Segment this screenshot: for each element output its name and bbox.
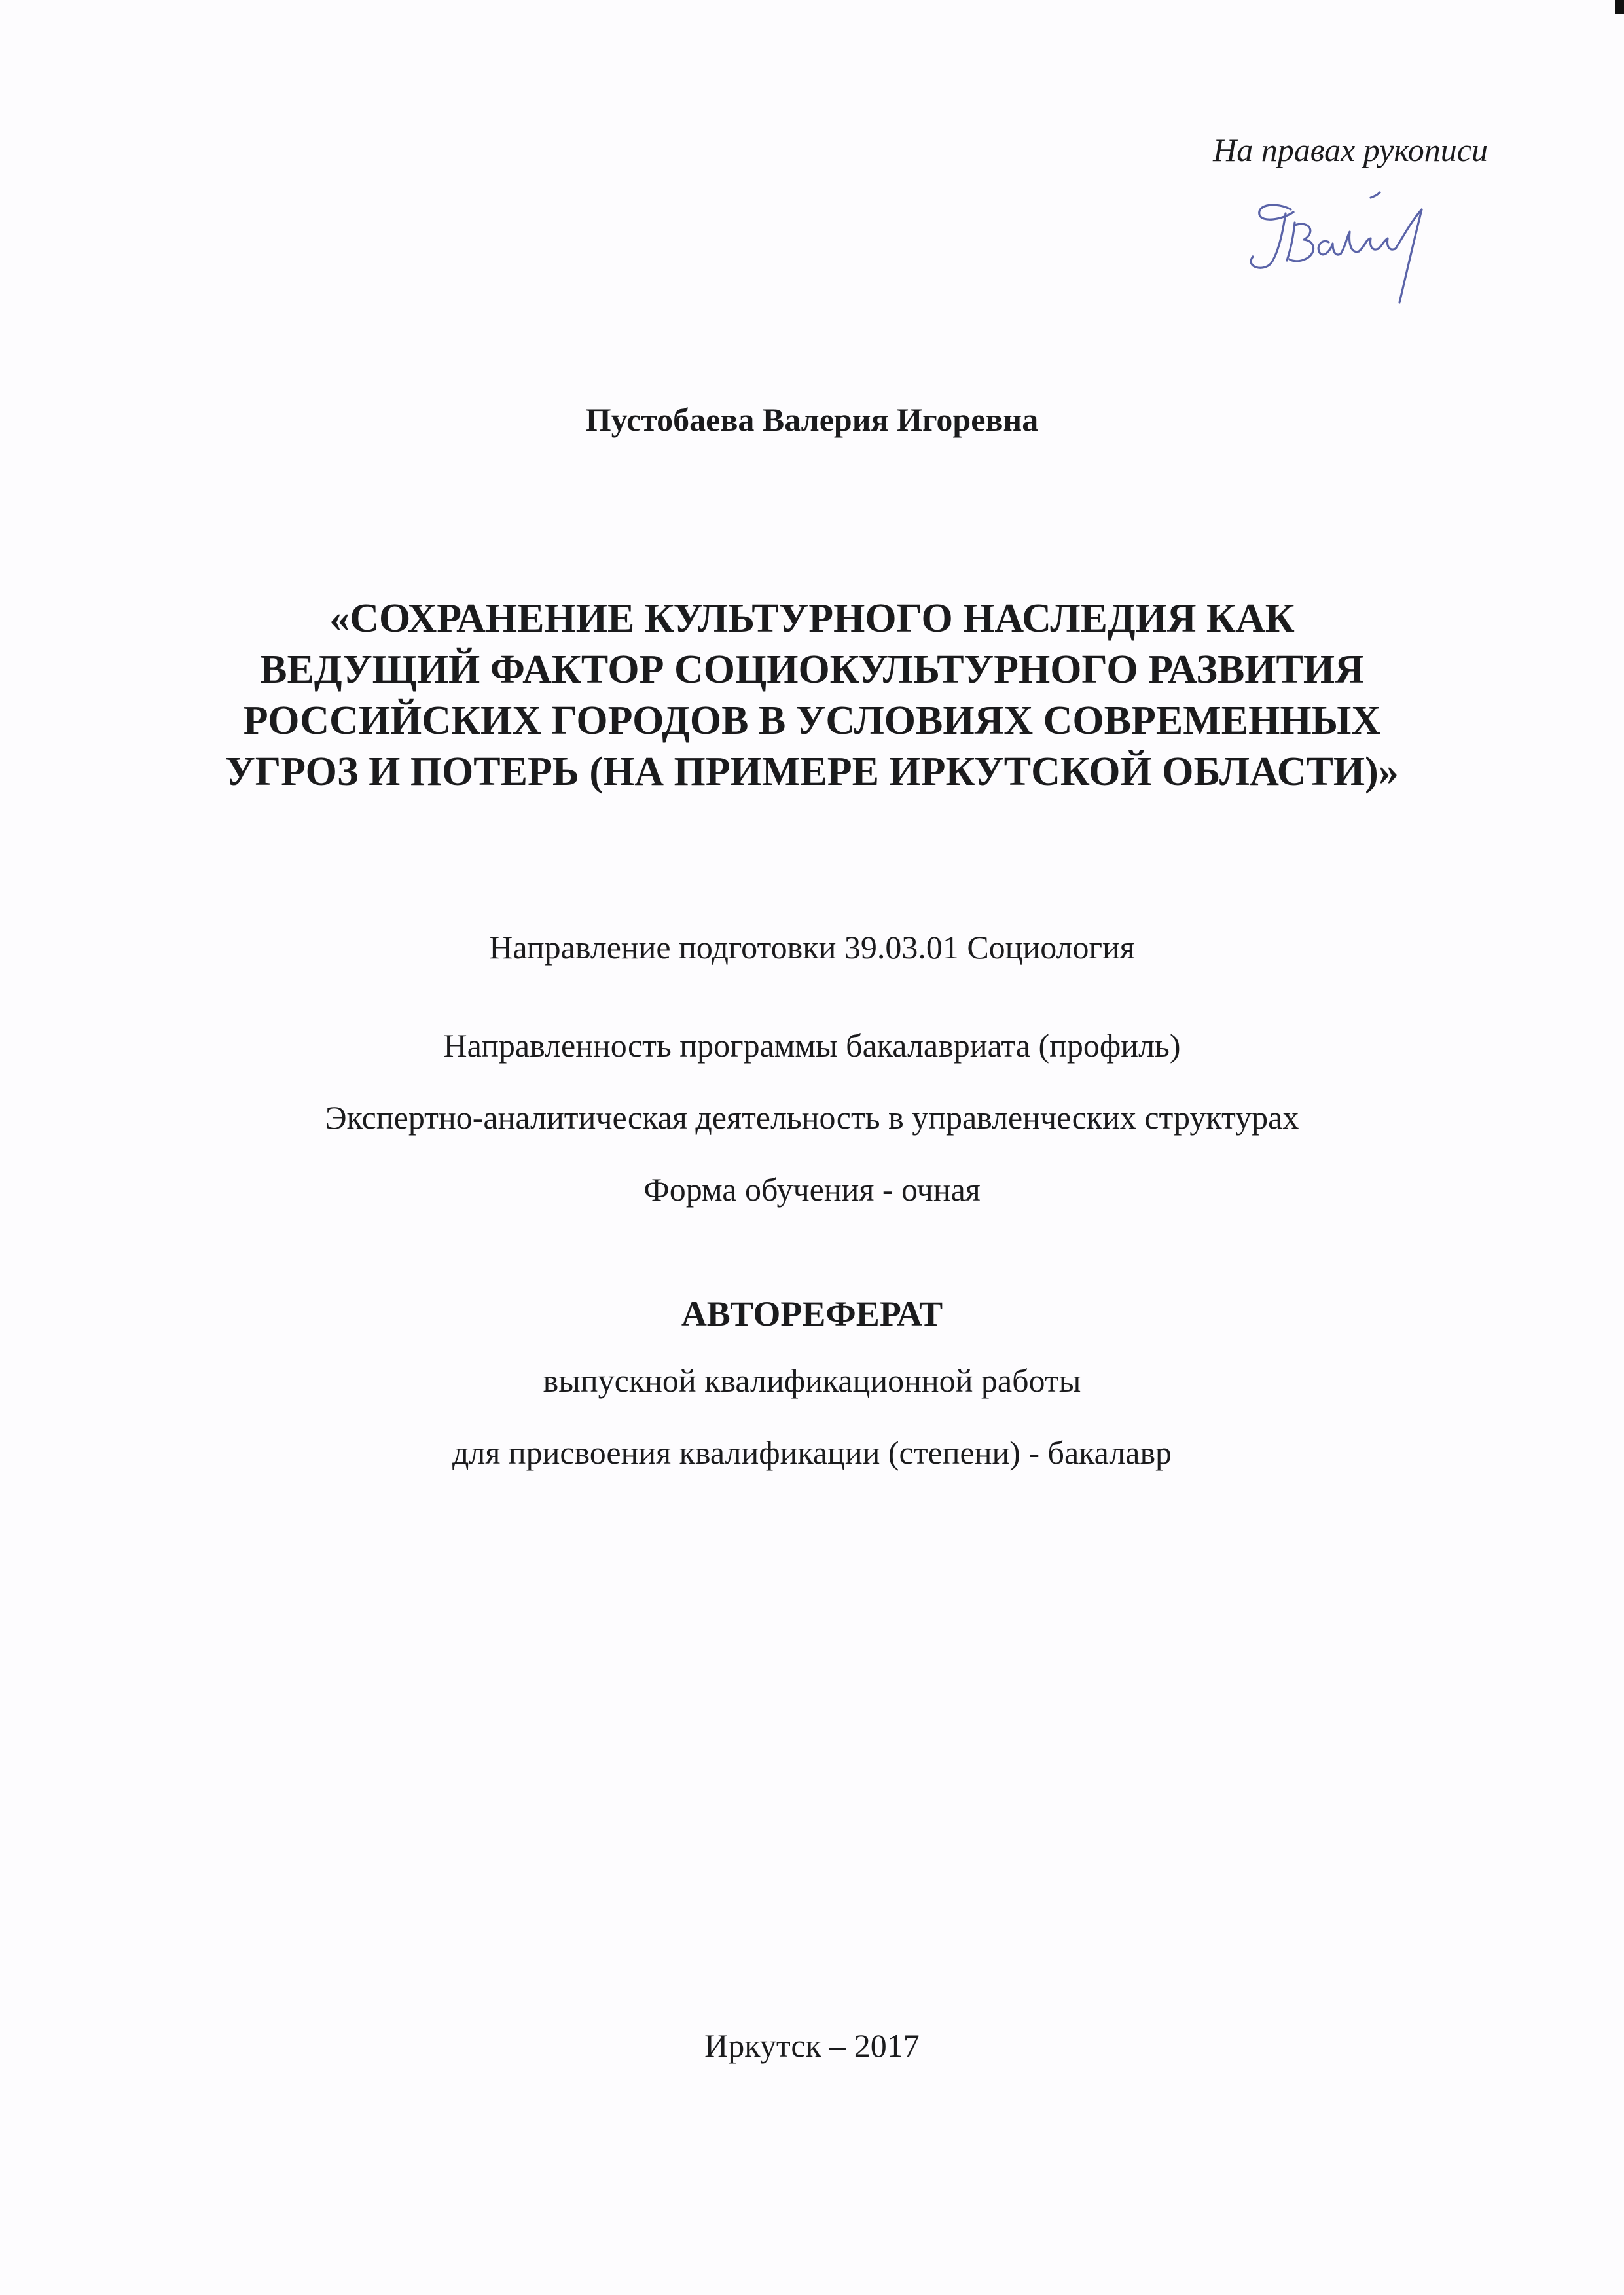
signature-stroke: [1371, 192, 1380, 198]
thesis-title-line: УГРОЗ И ПОТЕРЬ (НА ПРИМЕРЕ ИРКУТСКОЙ ОБЛАСТИ)»: [225, 750, 1399, 794]
author-name: Пустобаева Валерия Игоревна: [585, 401, 1039, 438]
study-form: Форма обучения - очная: [643, 1171, 981, 1208]
qualification-line: для присвоения квалификации (степени) - бакалавр: [452, 1434, 1172, 1471]
signature-stroke: [1251, 213, 1286, 268]
work-type: выпускной квалификационной работы: [543, 1362, 1081, 1399]
training-direction: Направление подготовки 39.03.01 Социология: [489, 929, 1135, 966]
thesis-title-line: ВЕДУЩИЙ ФАКТОР СОЦИОКУЛЬТУРНОГО РАЗВИТИЯ: [260, 647, 1364, 692]
thesis-title: [0, 593, 1624, 797]
scan-edge-mark: [1615, 0, 1624, 14]
signature-stroke: [1318, 241, 1341, 255]
signature-stroke: [1359, 238, 1396, 251]
signature-stroke: [1259, 205, 1293, 219]
rights-note: На правах рукописи: [1213, 132, 1488, 168]
program-profile-label: Направленность программы бакалавриата (профиль): [443, 1027, 1181, 1064]
handwritten-signature: [1231, 183, 1447, 314]
document-type-heading: АВТОРЕФЕРАТ: [681, 1294, 943, 1333]
thesis-title-line: РОССИЙСКИХ ГОРОДОВ В УСЛОВИЯХ СОВРЕМЕННЫХ: [243, 698, 1381, 743]
signature-stroke: [1287, 223, 1295, 261]
place-and-year: Иркутск – 2017: [704, 2027, 920, 2064]
program-profile-name: Экспертно-аналитическая деятельность в управленческих структурах: [325, 1099, 1299, 1136]
signature-stroke: [1341, 232, 1359, 254]
thesis-title-line: «СОХРАНЕНИЕ КУЛЬТУРНОГО НАСЛЕДИЯ КАК: [329, 596, 1295, 641]
